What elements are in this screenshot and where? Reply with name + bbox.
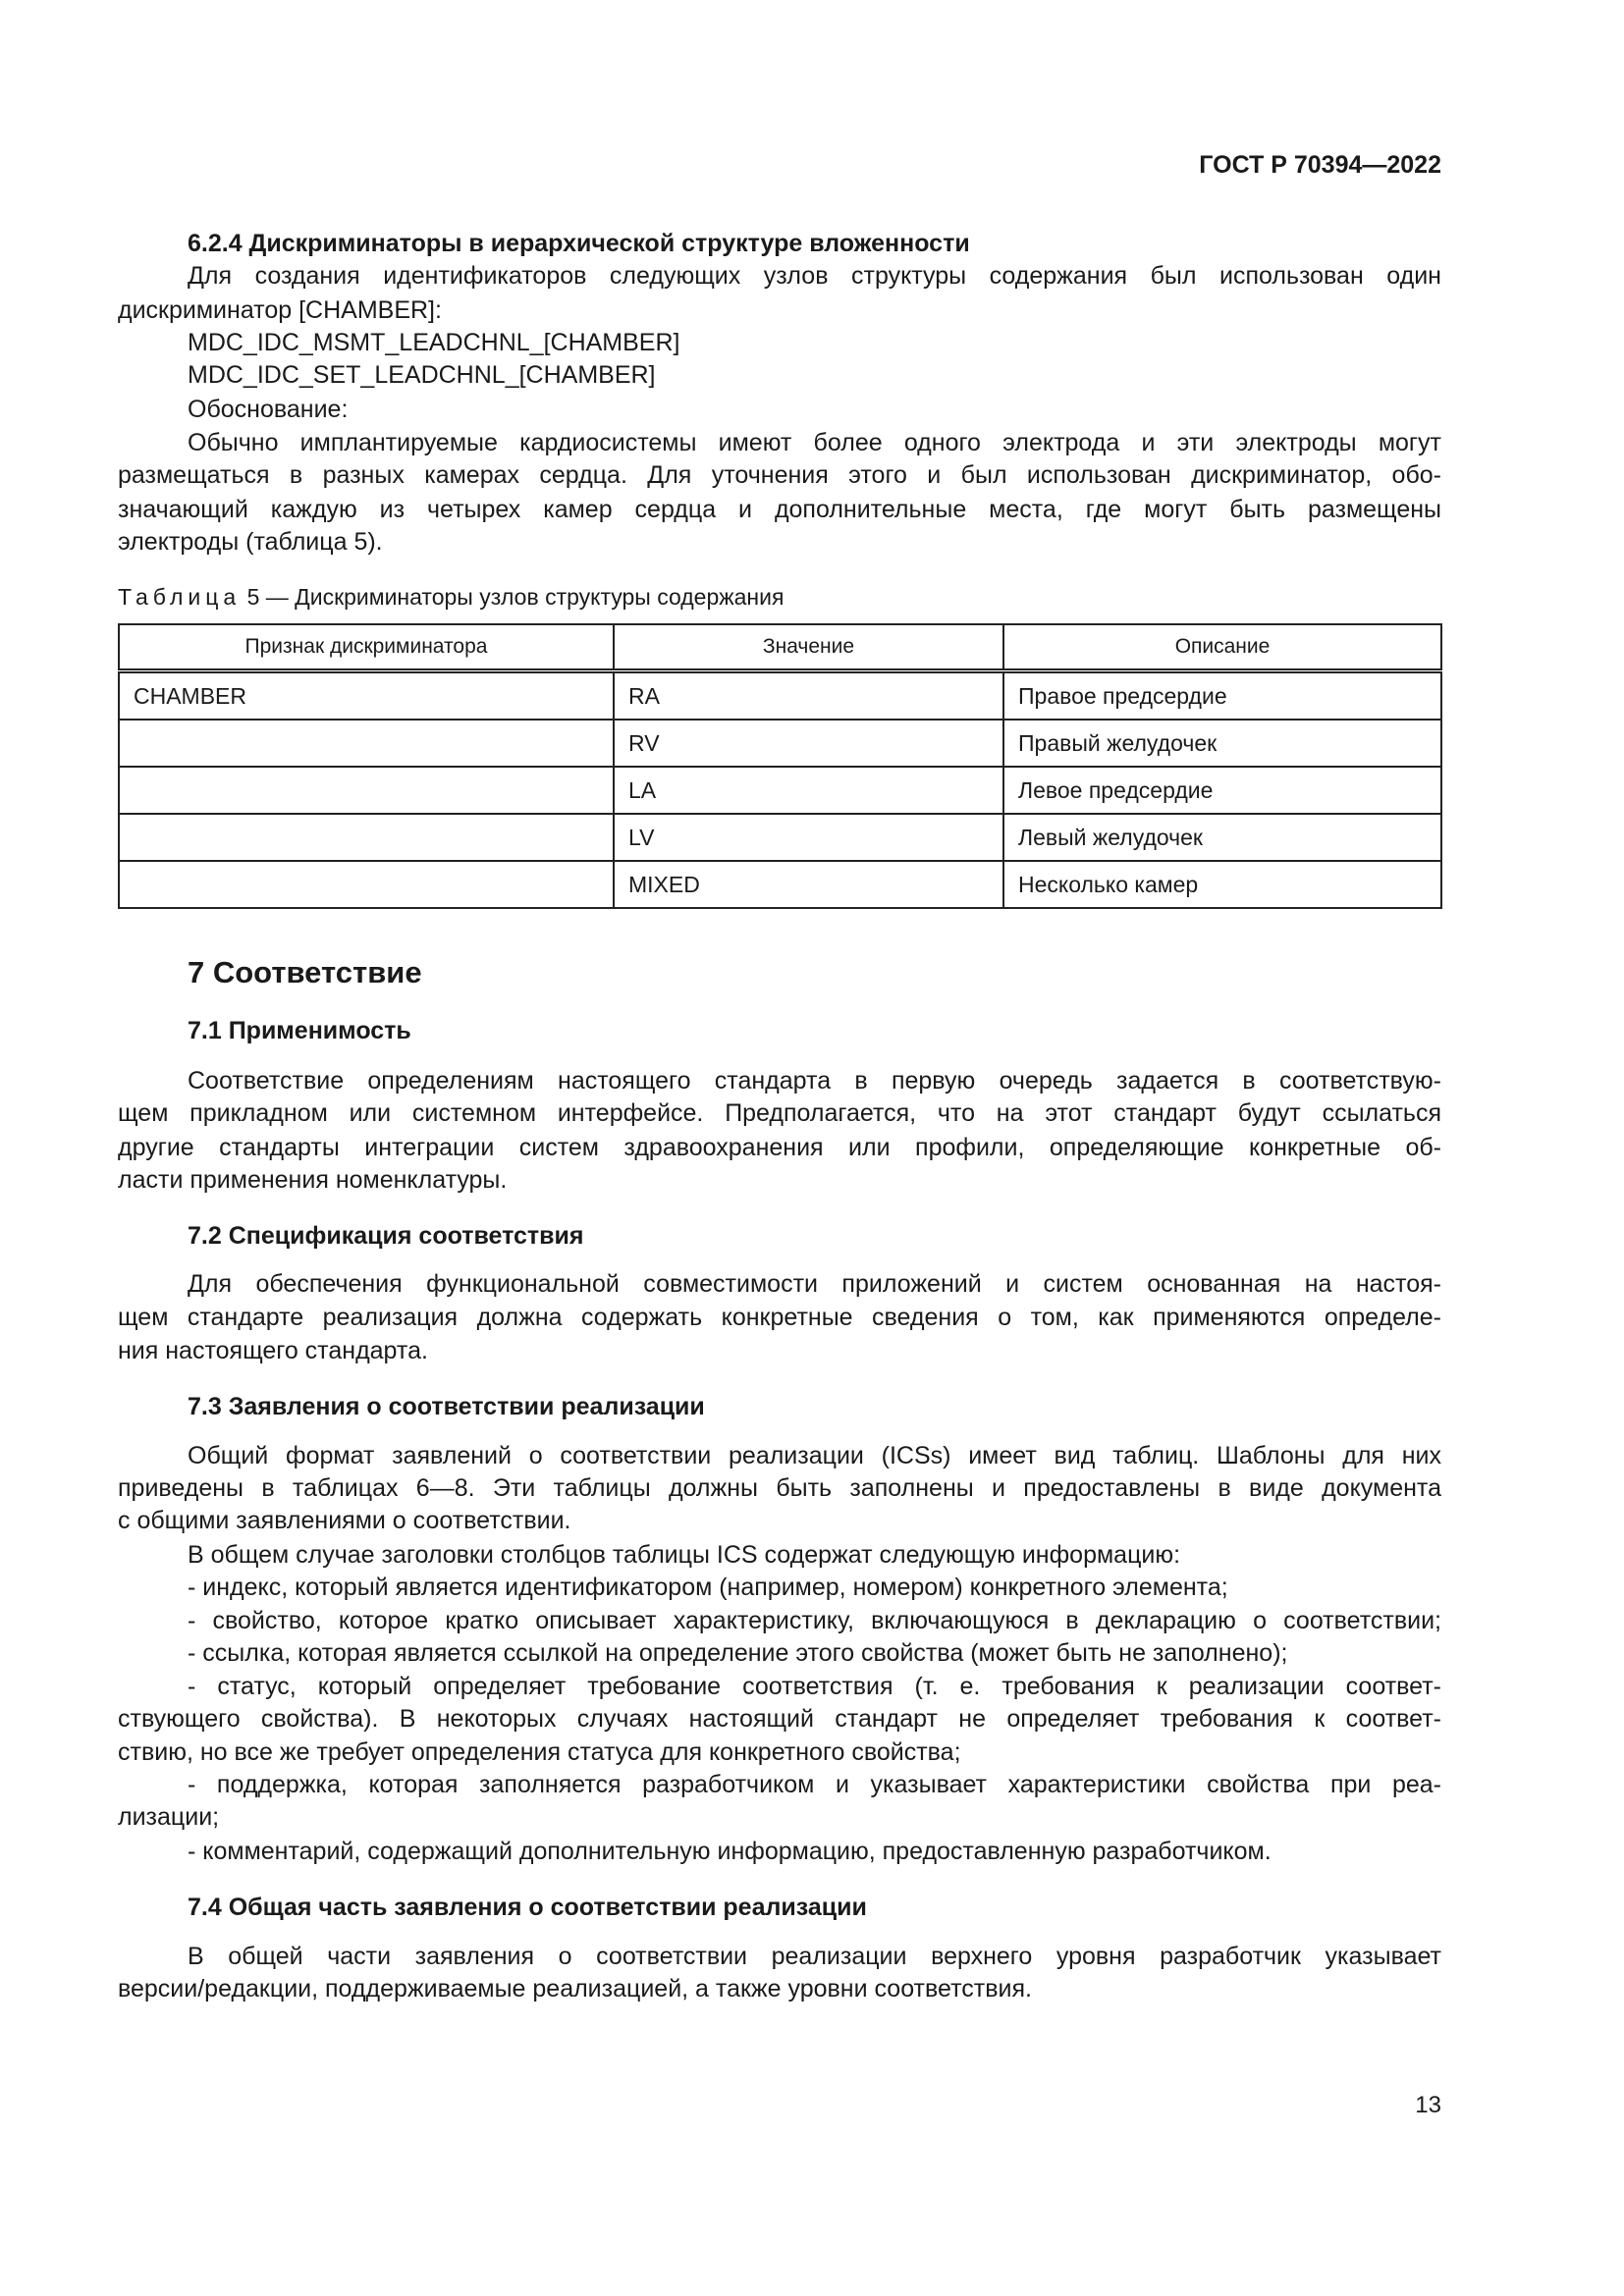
table-cell: CHAMBER xyxy=(119,671,614,721)
section-heading: 7.1 Применимость xyxy=(188,1017,411,1044)
text-line: - индекс, который является идентификатором (например, номером) конкретного элемента; xyxy=(188,1574,1228,1601)
text-line: Для создания идентификаторов следующих узлов структуры содержания был использован один xyxy=(188,262,1441,290)
text-line: В общей части заявления о соответствии реализации верхнего уровня разработчик указывает xyxy=(188,1943,1441,1970)
table-row xyxy=(119,814,1441,861)
text-line: версии/редакции, поддерживаемые реализацией, а также уровни соответствия. xyxy=(118,1975,1032,2002)
table-row xyxy=(119,767,1441,814)
text-line: Обычно имплантируемые кардиосистемы имеют более одного электрода и эти электроды могут xyxy=(188,429,1441,456)
text-line: Обоснование: xyxy=(188,396,349,423)
text-line: В общем случае заголовки столбцов таблицы ICS содержат следующую информацию: xyxy=(188,1541,1181,1569)
table-cell: Левый желудочек xyxy=(1003,814,1441,861)
text-line: ствующего свойства). В некоторых случаях настоящий стандарт не определяет требования к соответ- xyxy=(118,1705,1441,1733)
text-line: с общими заявлениями о соответствии. xyxy=(118,1507,571,1534)
text-line: Соответствие определениям настоящего стандарта в первую очередь задается в соответствую- xyxy=(188,1067,1441,1095)
text-line: приведены в таблицах 6—8. Эти таблицы должны быть заполнены и предоставлены в виде документа xyxy=(118,1474,1441,1502)
text-line: - статус, который определяет требование соответствия (т. е. требования к реализации соответ- xyxy=(188,1673,1441,1700)
table-cell: Правый желудочек xyxy=(1003,720,1441,767)
text-line: MDC_IDC_SET_LEADCHNL_[CHAMBER] xyxy=(188,361,656,389)
table-cell: RA xyxy=(614,671,1003,721)
table-cell: LA xyxy=(614,767,1003,814)
text-line: дискриминатор [CHAMBER]: xyxy=(118,296,442,324)
text-line: значающий каждую из четырех камер сердца и дополнительные места, где могут быть размещены xyxy=(118,496,1441,523)
text-line: другие стандарты интеграции систем здравоохранения или профили, определяющие конкретные об- xyxy=(118,1134,1441,1161)
text-line: ласти применения номенклатуры. xyxy=(118,1166,508,1194)
text-line: Для обеспечения функциональной совместимости приложений и систем основанная на настоя- xyxy=(188,1270,1441,1298)
text-line: лизации; xyxy=(118,1803,220,1831)
table-row xyxy=(119,671,1441,721)
text-line: - ссылка, которая является ссылкой на определение этого свойства (может быть не заполнено); xyxy=(188,1639,1288,1667)
table-cell: RV xyxy=(614,720,1003,767)
section-heading: 7.3 Заявления о соответствии реализации xyxy=(188,1393,705,1420)
text-line: ствию, но все же требует определения статуса для конкретного свойства; xyxy=(118,1738,961,1766)
table-cell: MIXED xyxy=(614,861,1003,908)
text-line: - комментарий, содержащий дополнительную информацию, предоставленную разработчиком. xyxy=(188,1838,1272,1865)
text-line: ния настоящего стандарта. xyxy=(118,1337,428,1364)
text-line: - поддержка, которая заполняется разработчиком и указывает характеристики свойства при реа- xyxy=(188,1771,1441,1798)
table-cell xyxy=(119,861,614,908)
text-line: Общий формат заявлений о соответствии реализации (ICSs) имеет вид таблиц. Шаблоны для них xyxy=(188,1442,1441,1469)
section-heading: 7.4 Общая часть заявления о соответствии реализации xyxy=(188,1894,867,1921)
table-caption xyxy=(118,580,784,614)
table-cell xyxy=(119,720,614,767)
text-line: MDC_IDC_MSMT_LEADCHNL_[CHAMBER] xyxy=(188,329,680,356)
table-cell: Левое предсердие xyxy=(1003,767,1441,814)
text-line: электроды (таблица 5). xyxy=(118,528,383,556)
column-header: Значение xyxy=(614,624,1003,671)
table-cell: LV xyxy=(614,814,1003,861)
text-line: щем прикладном или системном интерфейсе. Предполагается, что на этот стандарт будут ссылаться xyxy=(118,1099,1441,1127)
section-heading: 7.2 Спецификация соответствия xyxy=(188,1222,584,1250)
text-line: размещаться в разных камерах сердца. Для уточнения этого и был использован дискриминатор, обо- xyxy=(118,461,1441,489)
discriminator-table xyxy=(118,623,1442,909)
document-id: ГОСТ Р 70394—2022 xyxy=(1199,151,1441,179)
table-caption-text: 5 — Дискриминаторы узлов структуры содержания xyxy=(246,584,785,610)
section-heading: 6.2.4 Дискриминаторы в иерархической структуре вложенности xyxy=(188,230,970,257)
table-row xyxy=(119,720,1441,767)
text-line: щем стандарте реализация должна содержать конкретные сведения о том, как применяются определе- xyxy=(118,1304,1441,1331)
column-header: Признак дискриминатора xyxy=(119,624,614,671)
table-cell: Несколько камер xyxy=(1003,861,1441,908)
table-cell xyxy=(119,814,614,861)
table-cell xyxy=(119,767,614,814)
column-header: Описание xyxy=(1003,624,1441,671)
table-row xyxy=(119,861,1441,908)
text-line: - свойство, которое кратко описывает характеристику, включающуюся в декларацию о соответствии; xyxy=(188,1607,1441,1634)
section-7-heading: 7 Соответствие xyxy=(188,955,422,989)
table-caption-label: Таблица xyxy=(118,584,242,610)
page-number: 13 xyxy=(1415,2092,1441,2118)
table-cell: Правое предсердие xyxy=(1003,671,1441,721)
